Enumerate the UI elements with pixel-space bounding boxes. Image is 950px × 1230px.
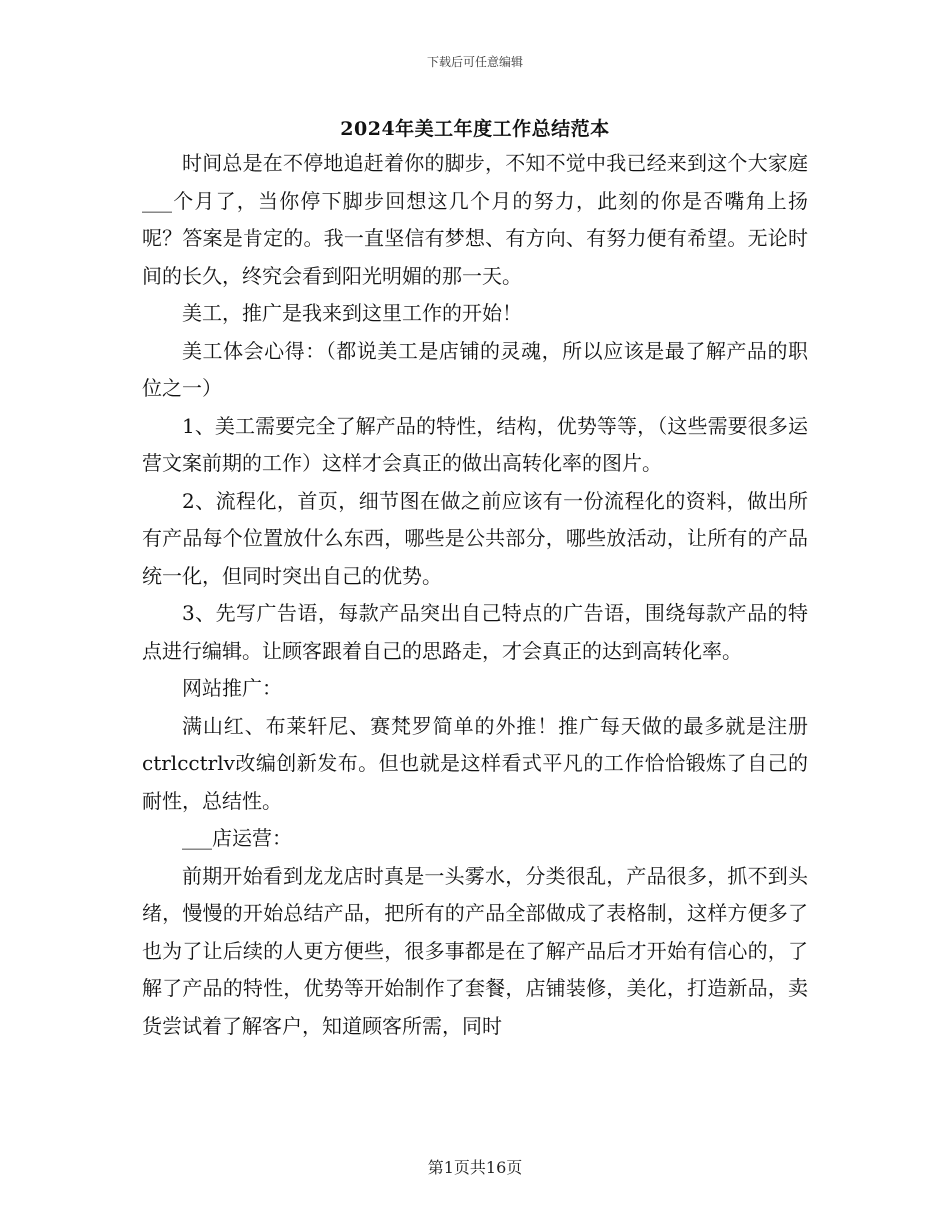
paragraph: ___店运营： (182, 826, 292, 850)
paragraph: 前期开始看到龙龙店时真是一头雾水，分类很乱，产品很多，抓不到头绪，慢慢的开始总结产品，把所有的产品全部做成了表格制，这样方便多了也为了让后续的人更方便些，很多事都是在了解产品后才开始有信心的，了解了产品的特性，优势等开始制作了套餐，店铺装修，美化，打造新品，卖货尝试着了解客户，知道顾客所需，同时 (142, 863, 808, 1038)
paragraph: 1、美工需要完全了解产品的特性，结构，优势等等，（这些需要很多运营文案前期的工作）这样才会真正的做出高转化率的图片。 (142, 413, 808, 475)
page-header-note: 下载后可任意编辑 (426, 55, 523, 69)
paragraph: 满山红、布莱轩尼、赛梵罗简单的外推！推广每天做的最多就是注册ctrlcctrlv改编创新发布。但也就是这样看式平凡的工作恰恰锻炼了自己的耐性，总结性。 (142, 713, 808, 813)
paragraph: 美工体会心得：（都说美工是店铺的灵魂，所以应该是最了解产品的职位之一） (142, 338, 808, 400)
paragraph: 网站推广： (182, 676, 282, 700)
document-title: 2024年美工年度工作总结范本 (340, 118, 610, 140)
paragraph: 美工，推广是我来到这里工作的开始！ (182, 301, 522, 325)
page-number: 第1页共16页 (427, 1158, 523, 1177)
paragraph: 3、先写广告语，每款产品突出自己特点的广告语，围绕每款产品的特点进行编辑。让顾客跟着自己的思路走，才会真正的达到高转化率。 (142, 601, 808, 663)
paragraph: 时间总是在不停地追赶着你的脚步，不知不觉中我已经来到这个大家庭___个月了，当你停下脚步回想这几个月的努力，此刻的你是否嘴角上扬呢？答案是肯定的。我一直坚信有梦想、有方向、有努力便有希望。无论时间的长久，终究会看到阳光明媚的那一天。 (142, 151, 808, 288)
document-body (142, 145, 808, 1045)
paragraph: 2、流程化，首页，细节图在做之前应该有一份流程化的资料，做出所有产品每个位置放什么东西，哪些是公共部分，哪些放活动，让所有的产品统一化，但同时突出自己的优势。 (142, 488, 808, 588)
